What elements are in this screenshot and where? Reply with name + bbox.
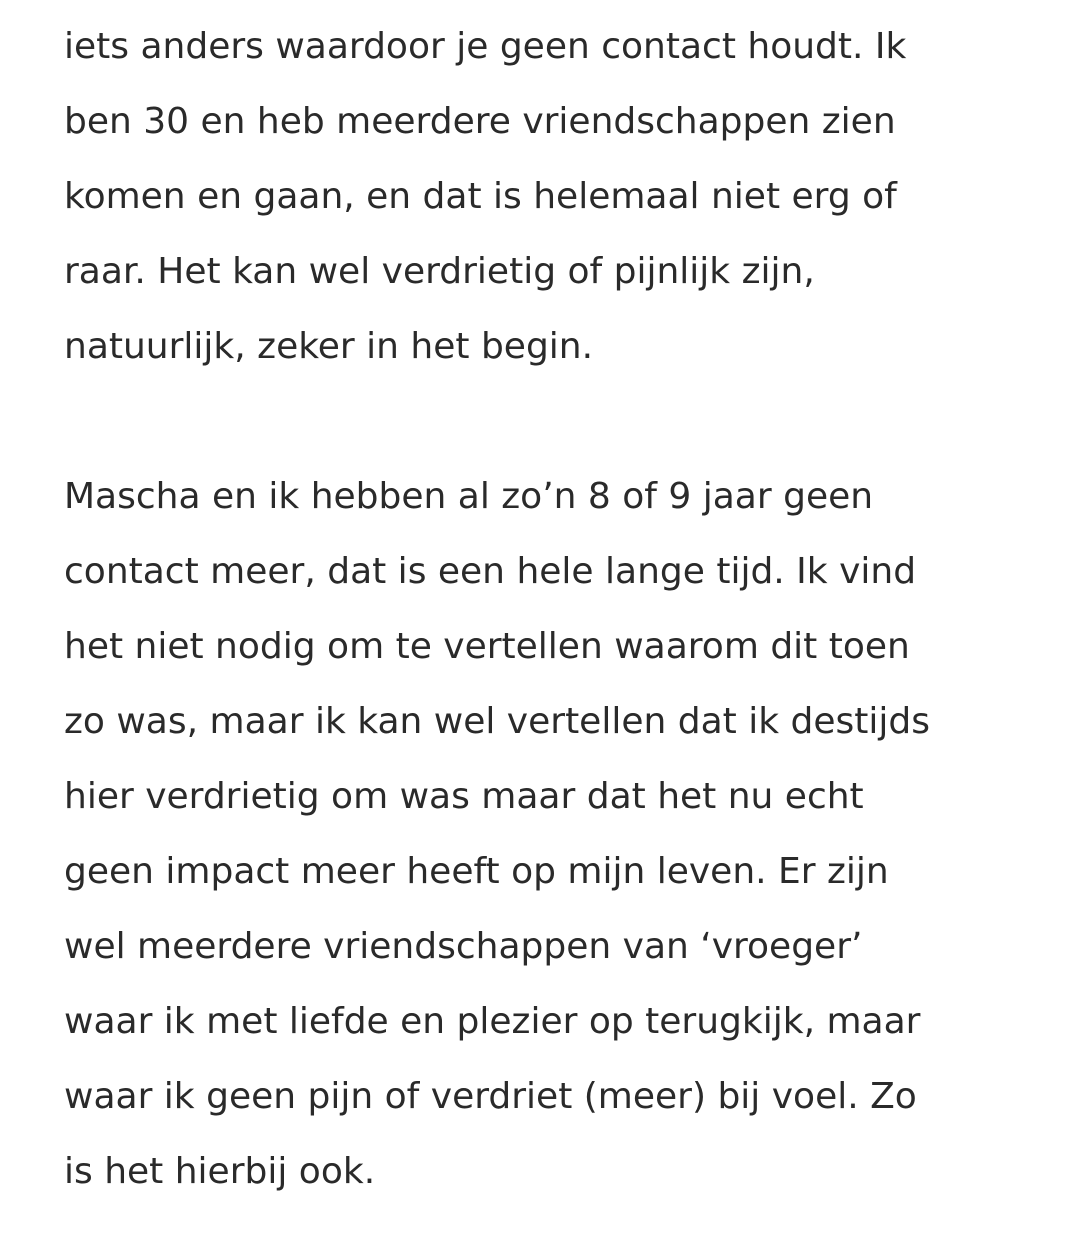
text-line: komen en gaan, en dat is helemaal niet erg of bbox=[64, 176, 897, 217]
text-line: iets anders waardoor je geen contact houdt. Ik bbox=[64, 26, 907, 67]
paragraph-2 bbox=[64, 459, 1024, 1209]
text-line: is het hierbij ook. bbox=[64, 1151, 376, 1192]
text-line: het niet nodig om te vertellen waarom dit toen bbox=[64, 626, 910, 667]
text-line: wel meerdere vriendschappen van ‘vroeger’ bbox=[64, 926, 863, 967]
text-line: raar. Het kan wel verdrietig of pijnlijk zijn, bbox=[64, 251, 815, 292]
article-body bbox=[64, 9, 1024, 1209]
text-line: contact meer, dat is een hele lange tijd. Ik vind bbox=[64, 551, 917, 592]
text-line: waar ik geen pijn of verdriet (meer) bij voel. Zo bbox=[64, 1076, 917, 1117]
text-line: ben 30 en heb meerdere vriendschappen zien bbox=[64, 101, 896, 142]
text-line: geen impact meer heeft op mijn leven. Er zijn bbox=[64, 851, 889, 892]
text-line: Mascha en ik hebben al zo’n 8 of 9 jaar geen bbox=[64, 476, 874, 517]
text-line: waar ik met liefde en plezier op terugkijk, maar bbox=[64, 1001, 921, 1042]
text-line: zo was, maar ik kan wel vertellen dat ik destijds bbox=[64, 701, 930, 742]
paragraph-1 bbox=[64, 9, 1024, 384]
text-line: hier verdrietig om was maar dat het nu echt bbox=[64, 776, 864, 817]
text-line: natuurlijk, zeker in het begin. bbox=[64, 326, 594, 367]
